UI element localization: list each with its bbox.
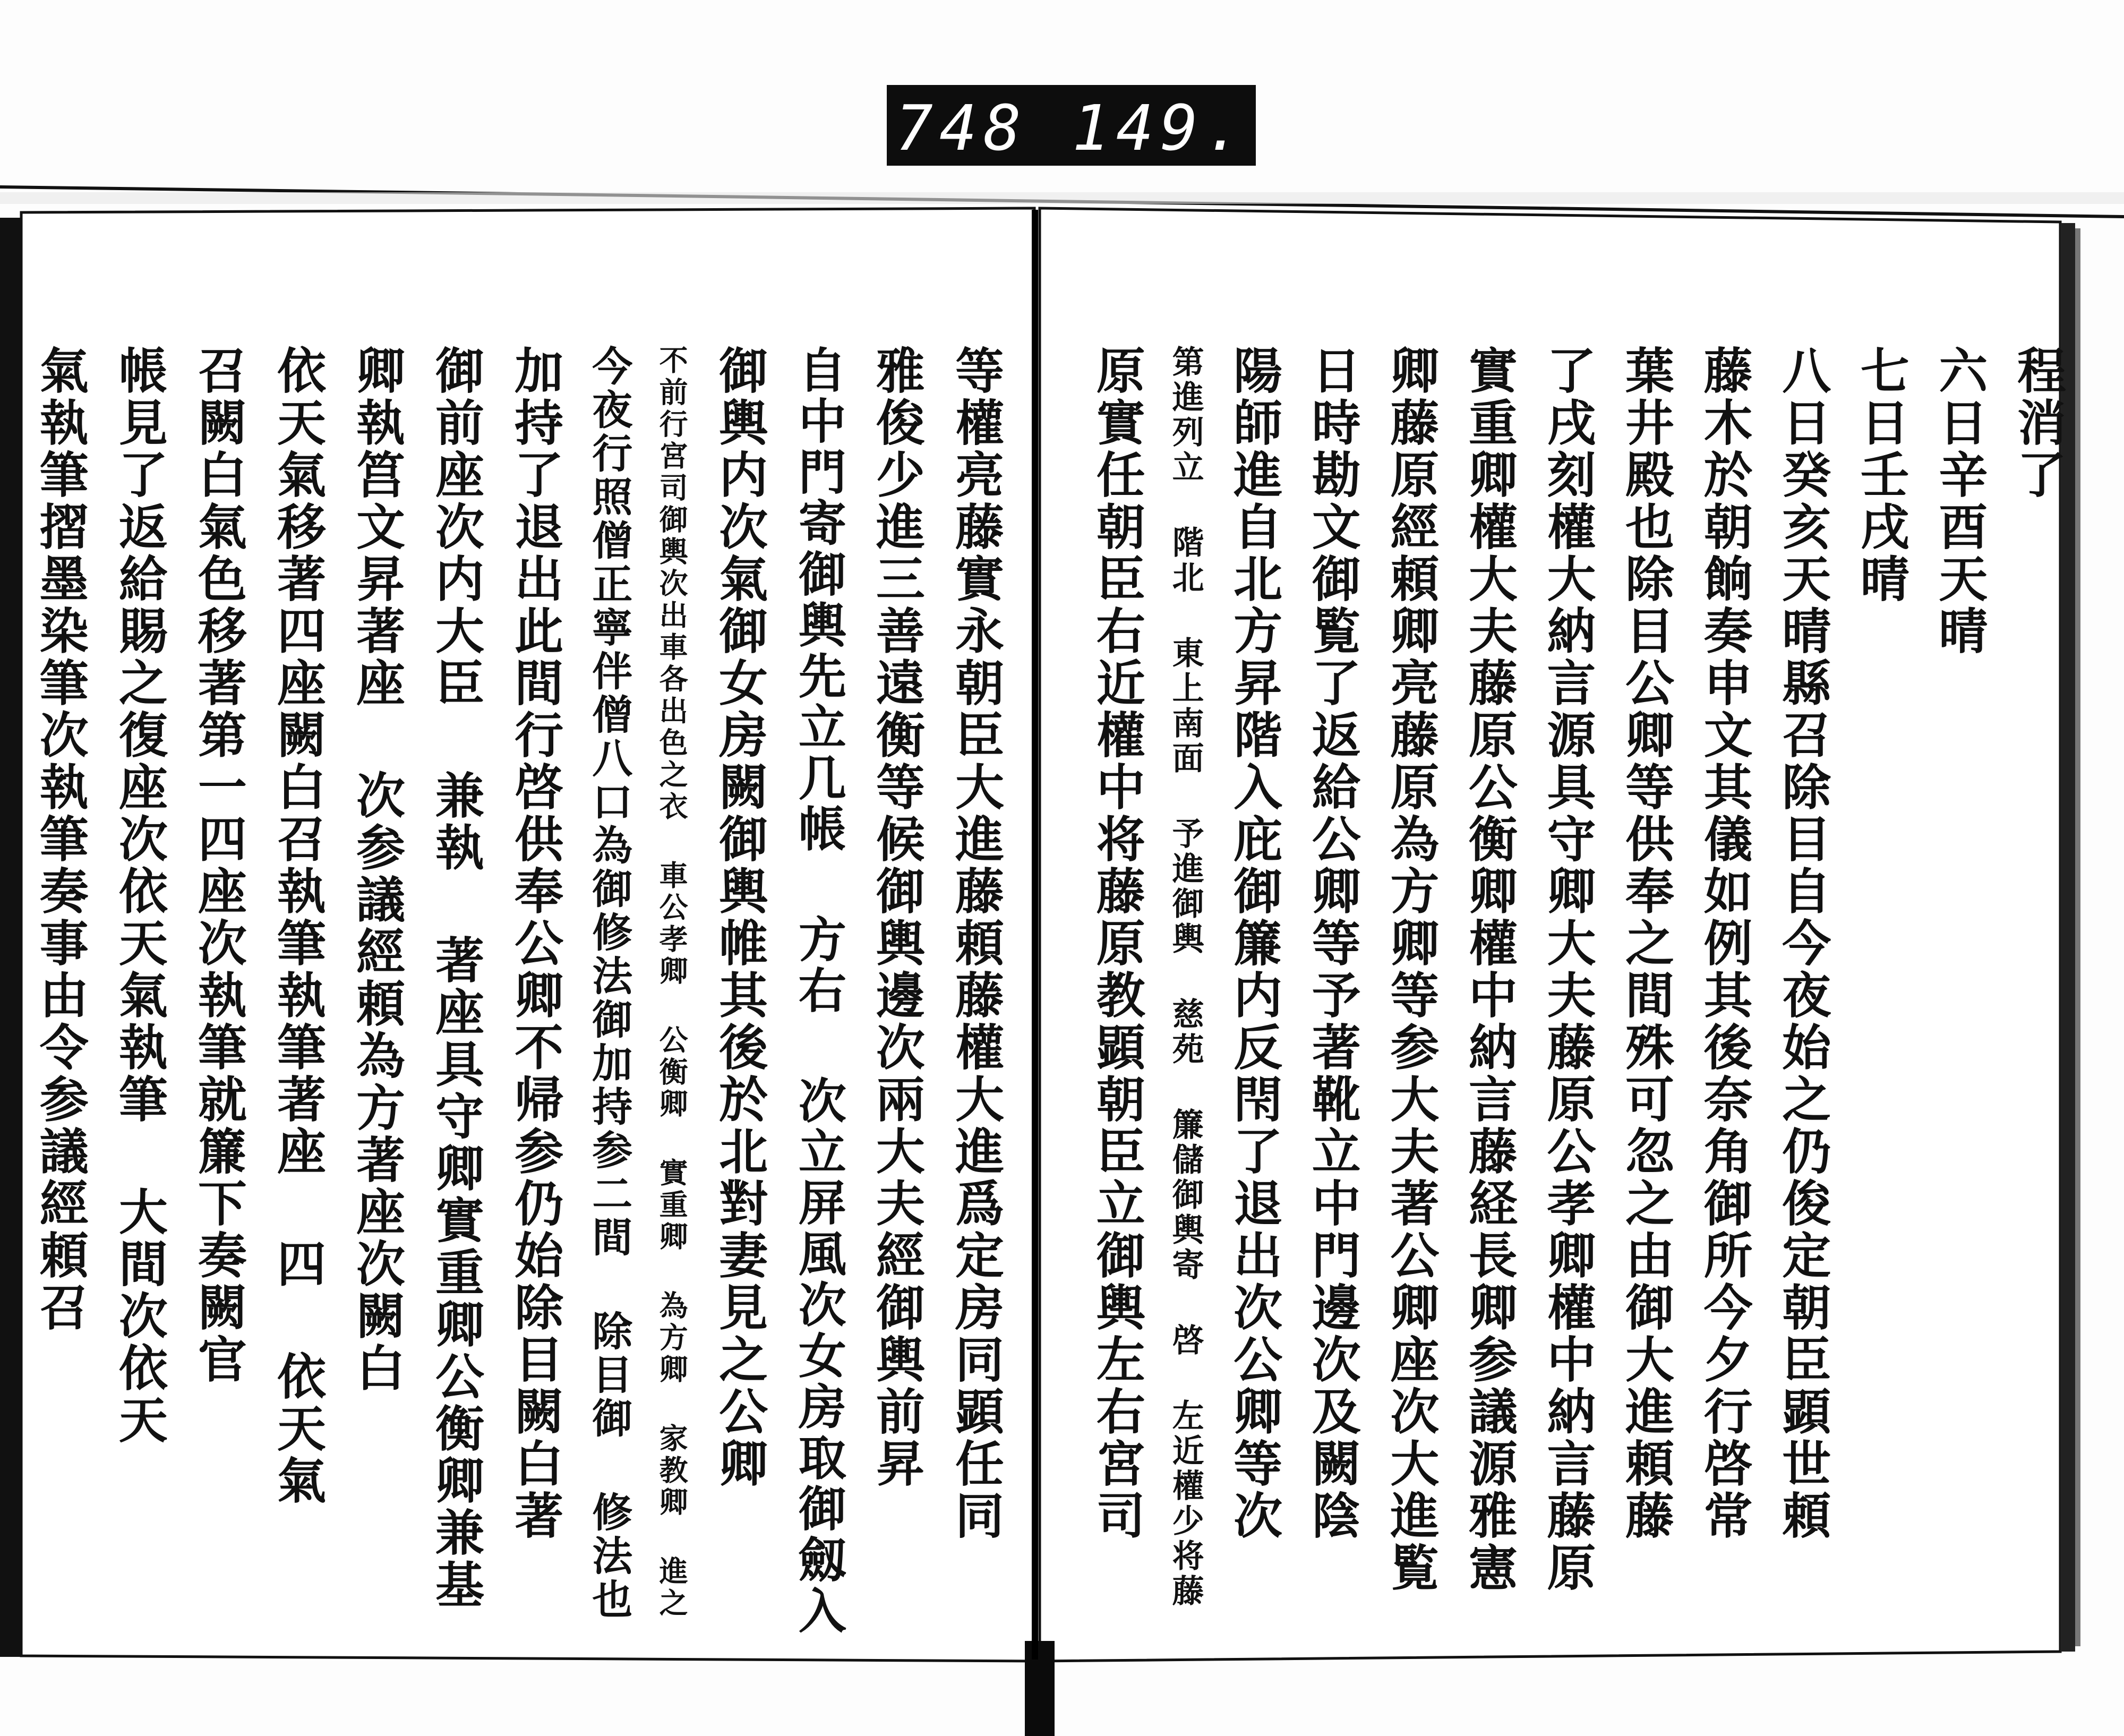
text-column: 依天氣移著四座闕白召執筆執筆著座 四 依天氣 — [269, 345, 327, 1507]
text-column: 帳見了返給賜之復座次依天氣執筆 大間次依天 — [110, 345, 168, 1447]
right-page-columns — [1089, 345, 2066, 1641]
text-column: 原實任朝臣右近權中将藤原教顕朝臣立御輿左右宮司 — [1088, 345, 1146, 1542]
right-page — [1089, 345, 2066, 1641]
text-column: 卿藤原經頼卿亮藤原為方卿等参大夫著公卿座次大進覧 — [1382, 345, 1440, 1594]
text-column: 實重卿權大夫藤原公衡卿權中納言藤経長卿参議源雅憲 — [1460, 345, 1518, 1594]
text-column: 陽師進自北方昇階入庇御簾内反閇了退出次公卿等次 — [1226, 345, 1283, 1542]
text-column: 御輿内次氣御女房闕御輿帷其後於北對妻見之公卿 — [711, 345, 769, 1490]
catalog-number-label — [887, 85, 1256, 166]
text-column: 程消了 — [2009, 345, 2067, 501]
text-column: 氣執筆摺墨染筆次執筆奏事由令参議經頼召 — [31, 345, 89, 1334]
text-column: 加持了退出此間行啓供奉公卿不帰参仍始除目闕白著 — [507, 345, 564, 1542]
text-column: 了戌刻權大納言源具守卿大夫藤原公孝卿權中納言藤原 — [1539, 345, 1597, 1594]
label-left-number: 748 — [895, 91, 1028, 165]
text-column: 御前座次内大臣 兼執 著座具守卿實重卿公衡卿兼基 — [427, 345, 485, 1611]
text-column: 日時勘文御覧了返給公卿等予著靴立中門邊次及闕陰 — [1304, 345, 1361, 1542]
text-column: 第進列立 階北 東上南面 予進御輿 慈苑 簾儲御輿寄 啓 左近權少将藤 — [1167, 345, 1204, 1609]
text-column: 八日癸亥天晴縣召除目自今夜始之仍俊定朝臣顕世頼 — [1774, 345, 1832, 1542]
text-column: 葉井殿也除目公卿等供奉之間殊可忽之由御大進頼藤 — [1617, 345, 1675, 1542]
text-column: 六日辛酉天晴 — [1931, 345, 1989, 657]
text-column: 自中門寄御輿先立几帳 方右 次立屏風次女房取御劔入 — [790, 345, 846, 1637]
text-column: 七日壬戌晴 — [1852, 345, 1910, 605]
text-column: 今夜行照僧正寧伴僧八口為御修法御加持参二間 除目御 修法也 — [585, 345, 633, 1622]
book-binding-line — [1032, 210, 1038, 1660]
text-column: 卿執筥文昇著座 次参議經頼為方著座次闕白 — [348, 345, 406, 1395]
text-column: 召闕白氣色移著第一四座次執筆就簾下奏闕官 — [190, 345, 247, 1386]
text-column: 雅俊少進三善遠衡等候御輿邊次兩大夫經御輿前昇 — [868, 345, 926, 1490]
text-column: 不前行宮司御輿次出車各出色之衣 車公孝卿 公衡卿 實重卿 為方卿 家教卿 進之 — [655, 345, 689, 1620]
left-page — [32, 345, 1004, 1641]
text-column: 藤木於朝餉奏申文其儀如例其後奈角御所今夕行啓常 — [1695, 345, 1753, 1542]
label-right-number: 149. — [1072, 91, 1248, 165]
left-page-columns — [32, 345, 1004, 1641]
text-column: 等權亮藤實永朝臣大進藤頼藤權大進爲定房同顕任同 — [947, 345, 1005, 1542]
